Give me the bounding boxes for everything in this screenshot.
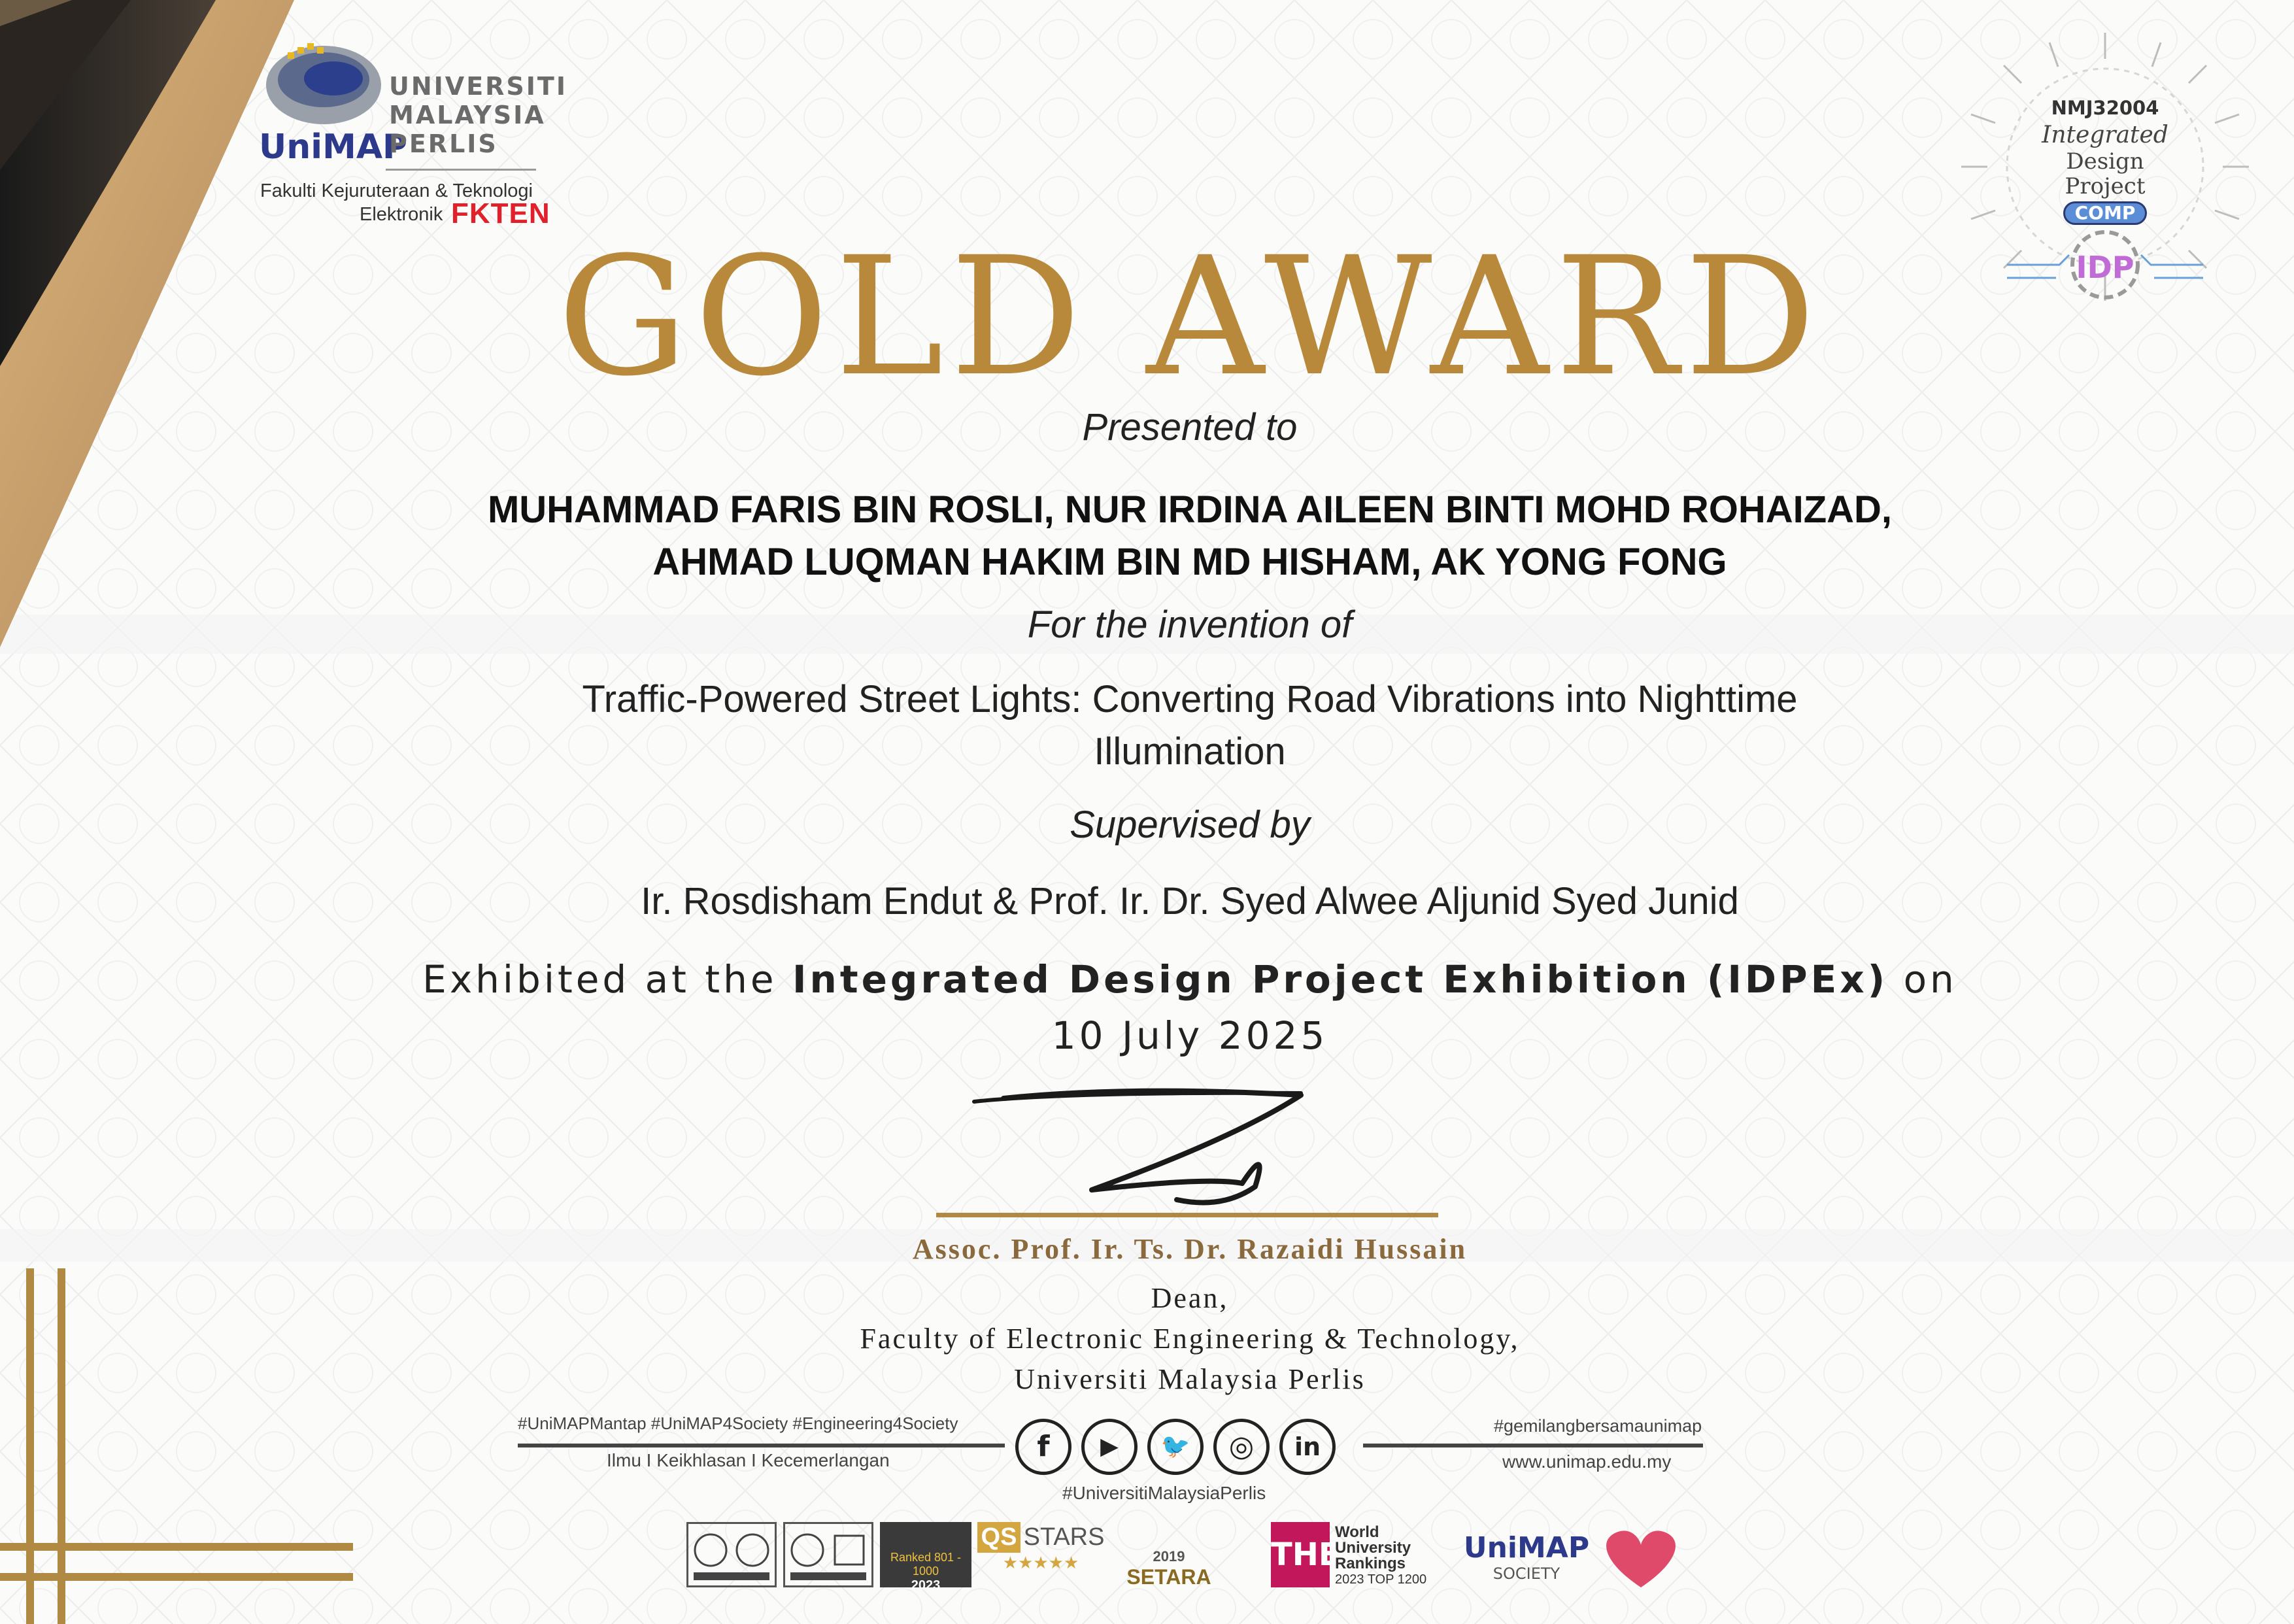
presented-to-label: Presented to bbox=[1082, 406, 1298, 448]
invention-title bbox=[0, 673, 2294, 778]
unimap-emblem-icon bbox=[261, 33, 386, 131]
sirim-cert-icon-2 bbox=[785, 1524, 871, 1585]
footer-hashtags-left: #UniMAPMantap #UniMAP4Society #Engineering4Society bbox=[518, 1413, 958, 1433]
footer-hashtag-right: #gemilangbersamaunimap bbox=[1494, 1416, 1702, 1436]
youtube-icon[interactable]: ▶ bbox=[1081, 1419, 1138, 1475]
logo-fkten-text: FKTEN bbox=[451, 197, 550, 229]
heart-icon bbox=[1595, 1522, 1687, 1594]
setara-badge: 2019 SETARA bbox=[1126, 1548, 1211, 1589]
iso-cert-badge-2 bbox=[783, 1522, 873, 1587]
badge-line3: Project bbox=[2065, 173, 2146, 199]
twitter-icon[interactable]: 🐦 bbox=[1147, 1419, 1204, 1475]
award-title: GOLD AWARD bbox=[557, 222, 1823, 412]
sirim-cert-icon bbox=[688, 1524, 775, 1585]
facebook-icon[interactable]: f bbox=[1015, 1419, 1071, 1475]
logo-perlis-text: PERLIS bbox=[389, 129, 498, 158]
dean-signature bbox=[935, 1079, 1458, 1223]
recipient-names-line1: MUHAMMAD FARIS BIN ROSLI, NUR IRDINA AILEEN BINTI MOHD ROHAIZAD, bbox=[487, 488, 1893, 531]
badge-course-code: NMJ32004 bbox=[2051, 97, 2159, 119]
footer-hashtag-mid: #UniversitiMalaysiaPerlis bbox=[1062, 1483, 1266, 1503]
recipient-names bbox=[0, 484, 2294, 588]
logo-unimap-text: UniMAP bbox=[259, 127, 408, 167]
badge-line2: Design bbox=[2066, 148, 2144, 175]
exhibition-name: Integrated Design Project Exhibition (IDPEx) bbox=[792, 957, 1889, 1002]
footer-website-link[interactable]: www.unimap.edu.my bbox=[1502, 1451, 1672, 1472]
badge-idp-text: IDP bbox=[2076, 250, 2134, 285]
badge-line1: Integrated bbox=[2042, 122, 2168, 148]
logo-univ-text: UNIVERSITI MALAYSIA bbox=[389, 72, 567, 129]
exhibition-statement bbox=[0, 951, 2294, 1064]
footer-motto: Ilmu I Keikhlasan I Kecemerlangan bbox=[607, 1450, 890, 1470]
signatory-university: Universiti Malaysia Perlis bbox=[1014, 1363, 1366, 1395]
footer bbox=[510, 1406, 1850, 1621]
qs-ranking-badge: Ranked 801 - 1000 2023 bbox=[880, 1522, 971, 1587]
signatory-position: Dean, bbox=[1151, 1282, 1229, 1314]
exhibited-suffix: on bbox=[1903, 957, 1957, 1002]
signatory-name: Assoc. Prof. Ir. Ts. Dr. Razaidi Hussain bbox=[912, 1233, 1468, 1265]
signatory-faculty: Faculty of Electronic Engineering & Technology, bbox=[860, 1323, 1520, 1355]
for-invention-label: For the invention of bbox=[1027, 603, 1353, 646]
linkedin-icon[interactable]: in bbox=[1279, 1419, 1336, 1475]
signature-line bbox=[936, 1213, 1438, 1217]
supervisor-names: Ir. Rosdisham Endut & Prof. Ir. Dr. Syed Alwee Aljunid Syed Junid bbox=[641, 880, 1739, 922]
footer-line-right bbox=[1363, 1444, 1703, 1447]
signatory-details bbox=[0, 1278, 2294, 1400]
iso-cert-badge-1 bbox=[686, 1522, 777, 1587]
invention-title-line1: Traffic-Powered Street Lights: Converting Road Vibrations into Nighttime bbox=[582, 678, 1798, 720]
footer-line-left bbox=[518, 1444, 1005, 1447]
unimap-society-badge: UniMAP SOCIETY bbox=[1463, 1531, 1590, 1583]
qs-stars-badge: QS STARS ★★★★★ bbox=[975, 1522, 1106, 1587]
world-university-rankings-badge: World University Rankings 2023 TOP 1200 bbox=[1335, 1523, 1427, 1587]
supervised-by-label: Supervised by bbox=[1070, 804, 1310, 846]
badge-comp-pill: COMP bbox=[2063, 201, 2147, 225]
instagram-icon[interactable]: ◎ bbox=[1213, 1419, 1270, 1475]
unimap-logo bbox=[255, 26, 569, 242]
exhibition-date: 10 July 2025 bbox=[1051, 1013, 1328, 1058]
exhibited-prefix: Exhibited at the bbox=[422, 957, 777, 1002]
invention-title-line2: Illumination bbox=[1094, 730, 1286, 773]
logo-faculty-line2: Elektronik bbox=[360, 204, 443, 225]
logo-divider bbox=[386, 169, 536, 171]
the-badge: THE bbox=[1271, 1522, 1330, 1587]
logo-faculty-line1: Fakulti Kejuruteraan & Teknologi bbox=[260, 180, 533, 201]
recipient-names-line2: AHMAD LUQMAN HAKIM BIN MD HISHAM, AK YONG FONG bbox=[652, 541, 1727, 583]
